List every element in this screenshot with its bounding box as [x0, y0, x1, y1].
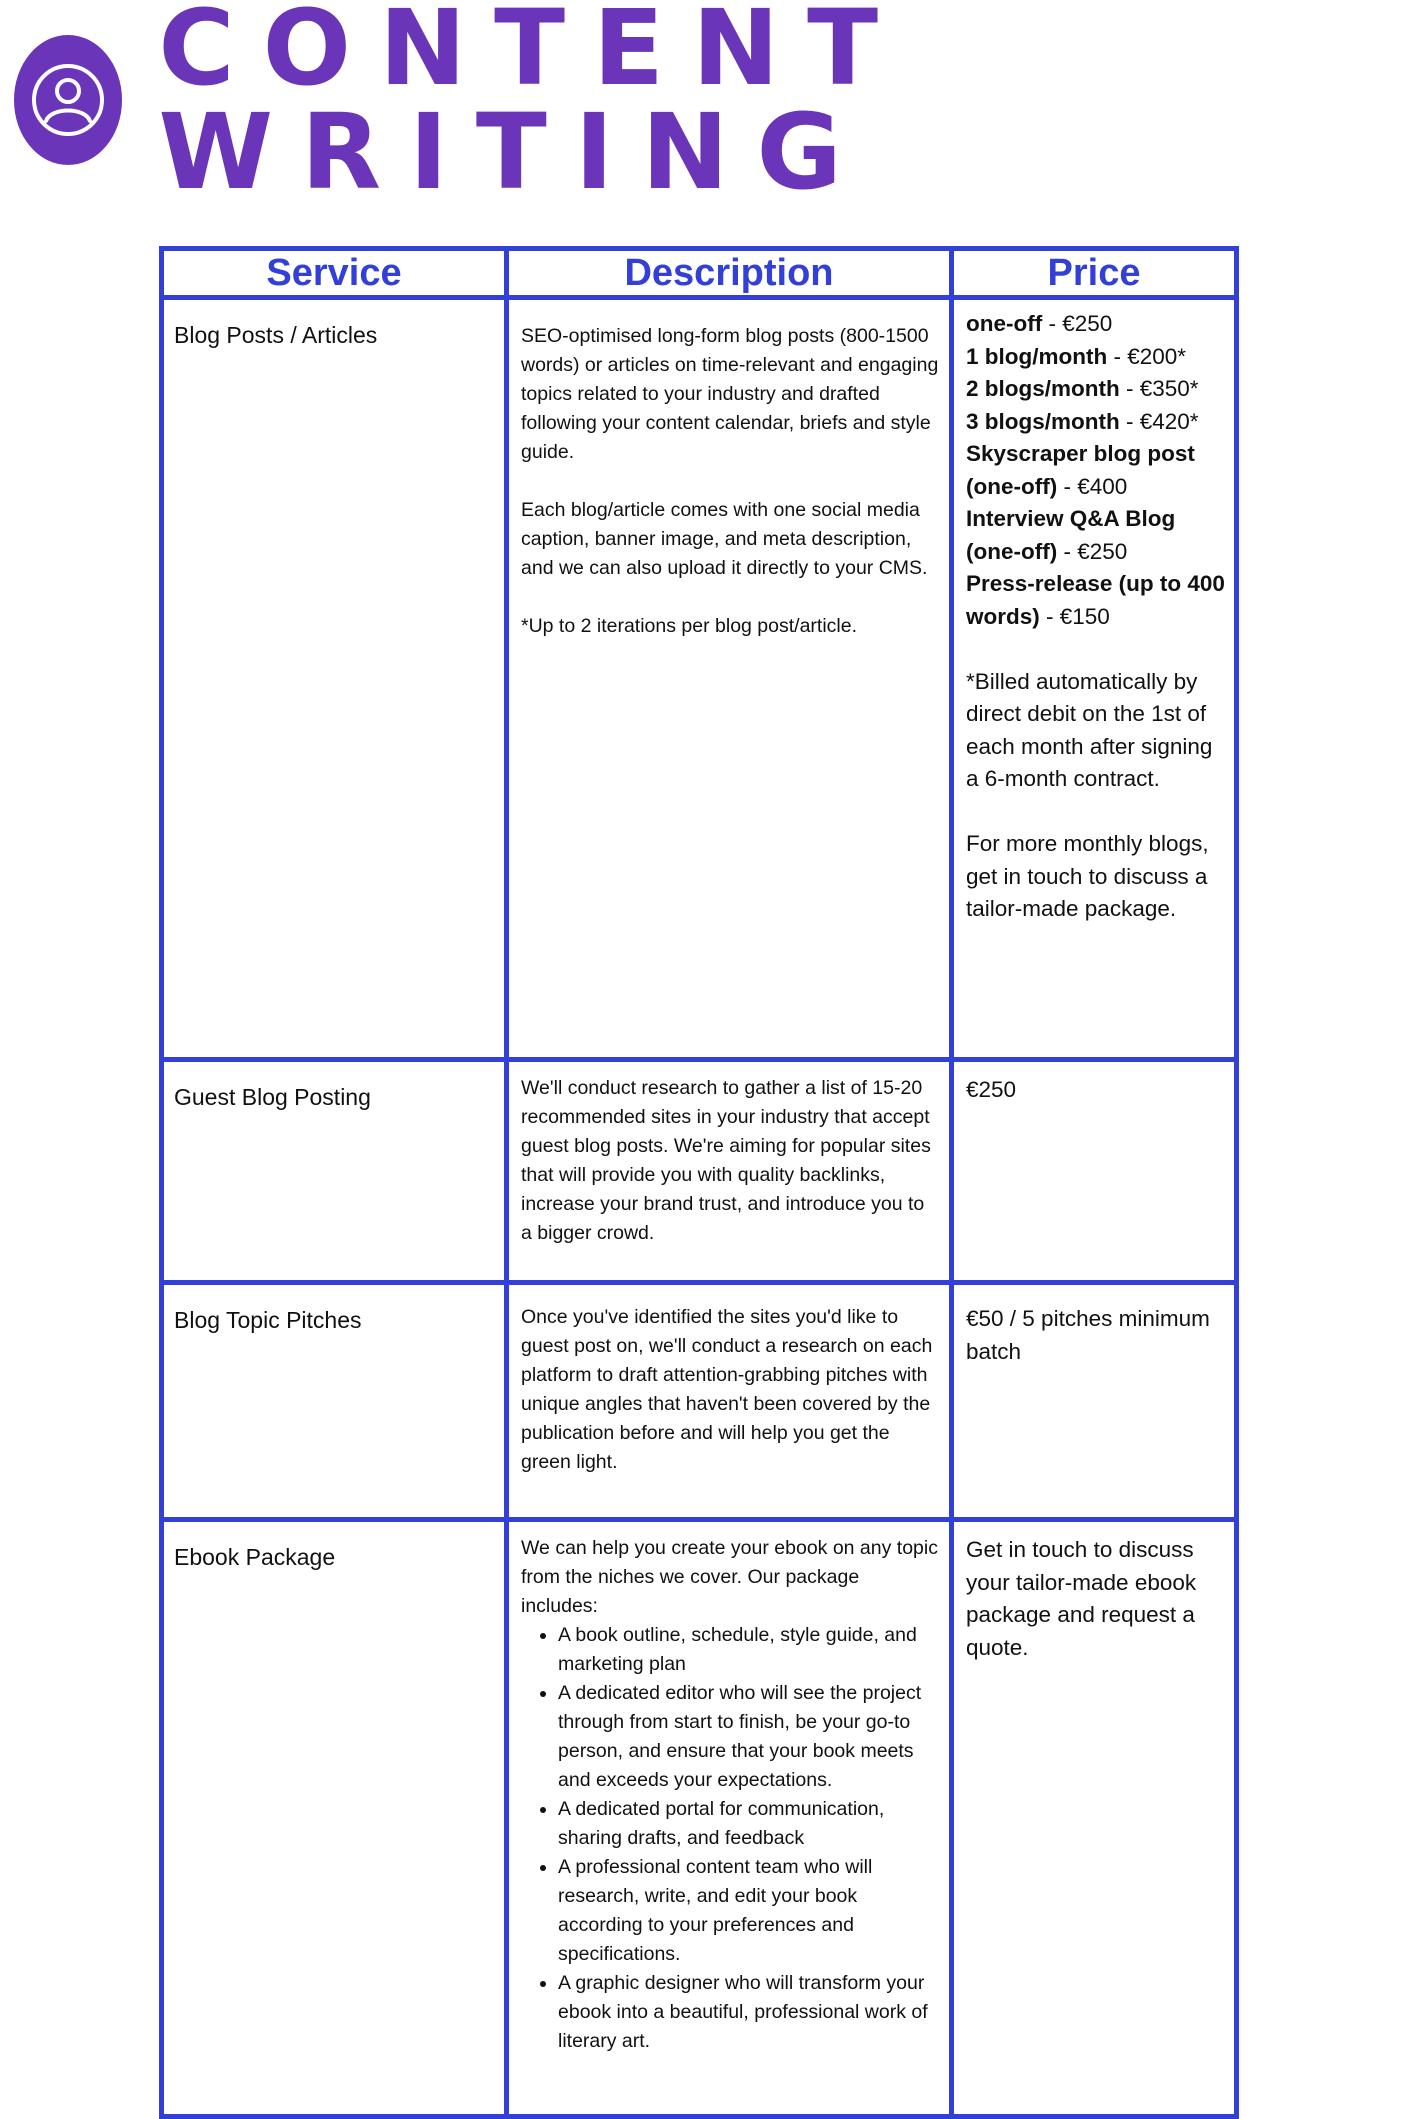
- price-cell: €250: [952, 1060, 1237, 1283]
- service-cell: Ebook Package: [162, 1520, 507, 2117]
- page-title: CONTENT WRITING: [158, 0, 907, 213]
- list-item: • A dedicated portal for communication, sharing drafts, and feedback: [558, 1795, 939, 1853]
- service-cell: Blog Topic Pitches: [162, 1283, 507, 1520]
- header-price: Price: [952, 249, 1237, 298]
- user-icon: [29, 61, 107, 139]
- description-cell: We'll conduct research to gather a list of 15-20 recommended sites in your industry that accept guest blog posts. We're aiming for popular sites that will provide you with quality backlinks, increase your brand trust, and introduce you to a bigger crowd.: [507, 1060, 952, 1283]
- list-item: • A professional content team who will research, write, and edit your book according to your preferences and specifications.: [558, 1853, 939, 1969]
- price-line: 2 blogs/month - €350*: [966, 376, 1199, 401]
- table-row: [162, 298, 1237, 1060]
- description-cell: [507, 298, 952, 1060]
- price-line: Skyscraper blog post (one-off) - €400: [966, 441, 1195, 499]
- header-service: Service: [162, 249, 507, 298]
- service-cell: Guest Blog Posting: [162, 1060, 507, 1283]
- feature-list: [521, 1621, 939, 2056]
- price-line: 3 blogs/month - €420*: [966, 408, 1199, 434]
- description-paragraph: *Up to 2 iterations per blog post/article.: [521, 615, 858, 637]
- list-item: • A book outline, schedule, style guide, and marketing plan: [558, 1621, 939, 1679]
- description-paragraph: Each blog/article comes with one social media caption, banner image, and meta description, and we can also upload it directly to your CMS.: [521, 499, 928, 579]
- price-line: one-off - €250: [966, 311, 1113, 336]
- list-item: • A graphic designer who will transform your ebook into a beautiful, professional work of literary art.: [558, 1969, 939, 2056]
- price-cell: [952, 298, 1237, 1060]
- service-cell: Blog Posts / Articles: [162, 298, 507, 1060]
- description-paragraph: SEO-optimised long-form blog posts (800-1500 words) or articles on time-relevant and engaging topics related to your industry and drafted following your content calendar, briefs and style guide.: [521, 325, 939, 463]
- table-row: [162, 1283, 1237, 1520]
- price-cell: Get in touch to discuss your tailor-made ebook package and request a quote.: [952, 1520, 1237, 2117]
- table-row: [162, 1520, 1237, 2117]
- pricing-table: [159, 246, 1239, 2119]
- description-intro: We can help you create your ebook on any topic from the niches we cover. Our package includes:: [521, 1537, 938, 1617]
- logo: [14, 35, 122, 165]
- price-line: Interview Q&A Blog (one-off) - €250: [966, 506, 1176, 564]
- table-row: [162, 1060, 1237, 1283]
- page-header: [14, 0, 1428, 213]
- price-line: Press-release (up to 400 words) - €150: [966, 571, 1225, 629]
- price-cell: €50 / 5 pitches minimum batch: [952, 1283, 1237, 1520]
- billing-note: *Billed automatically by direct debit on the 1st of each month after signing a 6-month contract.: [966, 668, 1213, 791]
- price-line: 1 blog/month - €200*: [966, 343, 1187, 369]
- table-header-row: [162, 249, 1237, 298]
- description-cell: [507, 1520, 952, 2117]
- list-item: • A dedicated editor who will see the project through from start to finish, be your go-to person, and ensure that your book meets and exceeds your expectations.: [558, 1679, 939, 1795]
- header-description: Description: [507, 249, 952, 298]
- description-cell: Once you've identified the sites you'd like to guest post on, we'll conduct a research on each platform to draft attention-grabbing pitches with unique angles that haven't been covered by the publication before and will help you get the green light.: [507, 1283, 952, 1520]
- contact-note: For more monthly blogs, get in touch to discuss a tailor-made package.: [966, 831, 1209, 921]
- price-list: [966, 308, 1230, 633]
